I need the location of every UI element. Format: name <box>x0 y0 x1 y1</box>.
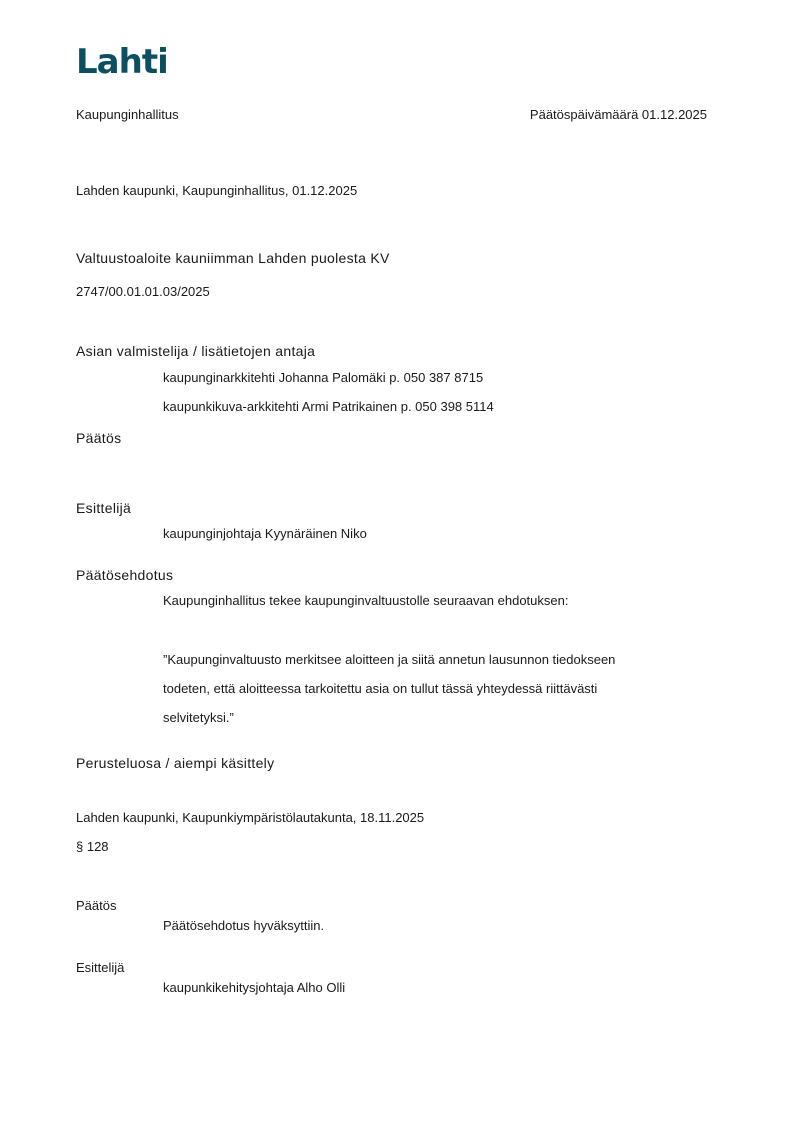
presenter-name: kaupunginjohtaja Kyynäräinen Niko <box>163 526 367 541</box>
meeting-line: Lahden kaupunki, Kaupunginhallitus, 01.12.2025 <box>76 183 358 198</box>
presenter-heading: Esittelijä <box>76 500 132 516</box>
proposal-intro: Kaupunginhallitus tekee kaupunginvaltuustolle seuraavan ehdotuksen: <box>163 593 569 608</box>
background-presenter-label: Esittelijä <box>76 960 125 975</box>
background-presenter-name: kaupunkikehitysjohtaja Alho Olli <box>163 980 346 995</box>
lahti-logo: Lahti <box>76 42 168 82</box>
background-meeting-line: Lahden kaupunki, Kaupunkiympäristölautakunta, 18.11.2025 <box>76 810 425 825</box>
preparer-2: kaupunkikuva-arkkitehti Armi Patrikainen p. 050 398 5114 <box>163 399 494 414</box>
decision-heading: Päätös <box>76 430 122 446</box>
proposal-quote-line-3: selvitetyksi.” <box>163 710 234 725</box>
background-heading: Perusteluosa / aiempi käsittely <box>76 755 275 771</box>
decision-date: Päätöspäivämäärä 01.12.2025 <box>529 107 707 122</box>
organ-name: Kaupunginhallitus <box>76 107 179 122</box>
subject-title: Valtuustoaloite kauniimman Lahden puolesta KV <box>76 250 390 266</box>
proposal-heading: Päätösehdotus <box>76 567 174 583</box>
preparers-heading: Asian valmistelija / lisätietojen antaja <box>76 343 316 359</box>
preparer-1: kaupunginarkkitehti Johanna Palomäki p. 050 387 8715 <box>163 370 484 385</box>
proposal-quote-line-1: ”Kaupunginvaltuusto merkitsee aloitteen ja siitä annetun lausunnon tiedokseen <box>163 652 616 667</box>
subject-reference: 2747/00.01.01.03/2025 <box>76 284 210 299</box>
proposal-quote-line-2: todeten, että aloitteessa tarkoitettu asia on tullut tässä yhteydessä riittävästi <box>163 681 598 696</box>
background-decision-label: Päätös <box>76 898 117 913</box>
background-section: § 128 <box>76 839 109 854</box>
background-decision-text: Päätösehdotus hyväksyttiin. <box>163 918 325 933</box>
